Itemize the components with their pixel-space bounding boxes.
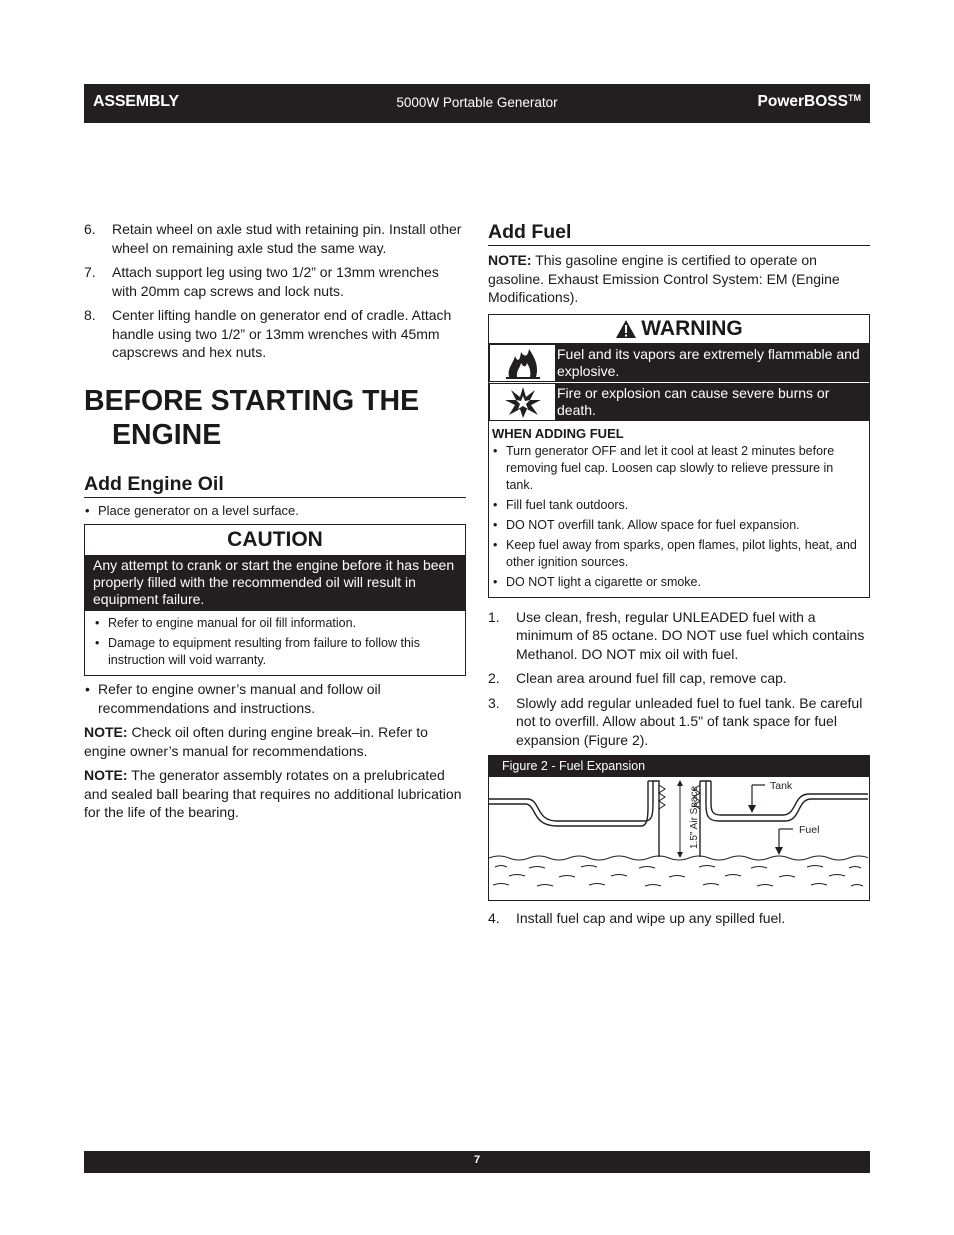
hazard-explosion-text: Fire or explosion can cause severe burns or death. [555, 383, 869, 421]
warning-list [489, 442, 869, 597]
list-item: • Refer to engine owner’s manual and follow oil recommendations and instructions. [85, 681, 381, 716]
warning-triangle-icon [615, 319, 637, 339]
note-bearing: NOTE: The generator assembly rotates on a prelubricated and sealed ball bearing that requires no additional lubrication for the life of the bearing. [84, 767, 462, 820]
page-footer [84, 1151, 870, 1173]
hazard-flammable-text: Fuel and its vapors are extremely flammable and explosive. [555, 344, 869, 382]
caution-message: Any attempt to crank or start the engine before it has been properly filled with the recommended oil will result in equipment failure. [85, 555, 465, 611]
when-adding-fuel-label: WHEN ADDING FUEL [492, 425, 624, 441]
left-column [84, 220, 466, 822]
list-item: • Refer to engine manual for oil fill information. [95, 616, 357, 630]
explosion-icon [503, 385, 543, 419]
caution-box [84, 524, 466, 676]
note-break-in: NOTE: Check oil often during engine break–in. Refer to engine owner’s manual for recommendations. [84, 724, 428, 759]
list-item: 7. Attach support leg using two 1/2” or 13mm wrenches with 20mm cap screws and lock nuts. [84, 264, 439, 299]
explosion-icon-box [489, 383, 555, 421]
list-item: 1. Use clean, fresh, regular UNLEADED fuel with a minimum of 85 octane. DO NOT use fuel which contains Methanol. DO NOT mix oil with fuel. [488, 608, 865, 662]
hazard-row-explosion [489, 383, 869, 421]
air-space-label: 1.5" Air Space [689, 785, 700, 849]
warning-box [488, 314, 870, 598]
list-item: • Place generator on a level surface. [85, 502, 299, 518]
list-item: 2. Clean area around fuel fill cap, remove cap. [488, 670, 787, 686]
assembly-steps [84, 220, 466, 362]
list-item: 4. Install fuel cap and wipe up any spilled fuel. [488, 910, 786, 926]
warning-header [489, 315, 869, 344]
section-title: ASSEMBLY [93, 93, 179, 110]
product-name: 5000W Portable Generator [396, 95, 558, 110]
list-item: • DO NOT overfill tank. Allow space for fuel expansion. [493, 517, 800, 532]
figure-caption: Figure 2 - Fuel Expansion [489, 756, 869, 777]
fuel-waves [489, 856, 868, 886]
brand-logo: PowerBOSS™ [757, 93, 861, 110]
fuel-label: Fuel [799, 824, 820, 836]
warning-title: WARNING [641, 316, 743, 340]
fuel-expansion-figure [488, 755, 870, 901]
caution-title: CAUTION [227, 528, 323, 551]
refer-manual-list [84, 680, 466, 717]
page-number: 7 [473, 1154, 481, 1166]
right-column [488, 220, 870, 934]
add-fuel-heading: Add Fuel [488, 220, 870, 246]
level-surface-list [84, 502, 466, 521]
list-item: 8. Center lifting handle on generator end of cradle. Attach handle using two 1/2” or 13mm wrenches with 45mm capscrews and hex nuts. [84, 307, 452, 360]
list-item: • Fill fuel tank outdoors. [493, 497, 629, 512]
fire-icon-box [489, 344, 555, 382]
tank-label: Tank [770, 780, 793, 792]
fuel-step-4 [488, 909, 870, 928]
fuel-steps [488, 608, 870, 750]
note-gasoline: NOTE: This gasoline engine is certified to operate on gasoline. Exhaust Emission Control System: EM (Engine Modifications). [488, 252, 840, 305]
list-item: • Keep fuel away from sparks, open flames, pilot lights, heat, and other ignition sources. [493, 537, 857, 569]
list-item: 3. Slowly add regular unleaded fuel to fuel tank. Be careful not to overfill. Allow about 1.5" of tank space for fuel expansion (Figure 2). [488, 694, 863, 748]
page-header [84, 84, 870, 123]
list-item: 6. Retain wheel on axle stud with retaining pin. Install other wheel on remaining axle stud the same way. [84, 221, 462, 256]
add-engine-oil-heading: Add Engine Oil [84, 472, 466, 498]
list-item: • Turn generator OFF and let it cool at least 2 minutes before removing fuel cap. Loosen cap slowly to relieve pressure in tank. [493, 443, 835, 492]
section-heading: BEFORE STARTING THE ENGINE [84, 384, 420, 451]
caution-list [85, 611, 465, 675]
list-item: • Damage to equipment resulting from failure to follow this instruction will void warranty. [95, 636, 420, 667]
list-item: • DO NOT light a cigarette or smoke. [493, 574, 701, 589]
fuel-tank-diagram [489, 777, 868, 895]
fire-icon [503, 346, 543, 380]
hazard-row-flammable [489, 344, 869, 383]
